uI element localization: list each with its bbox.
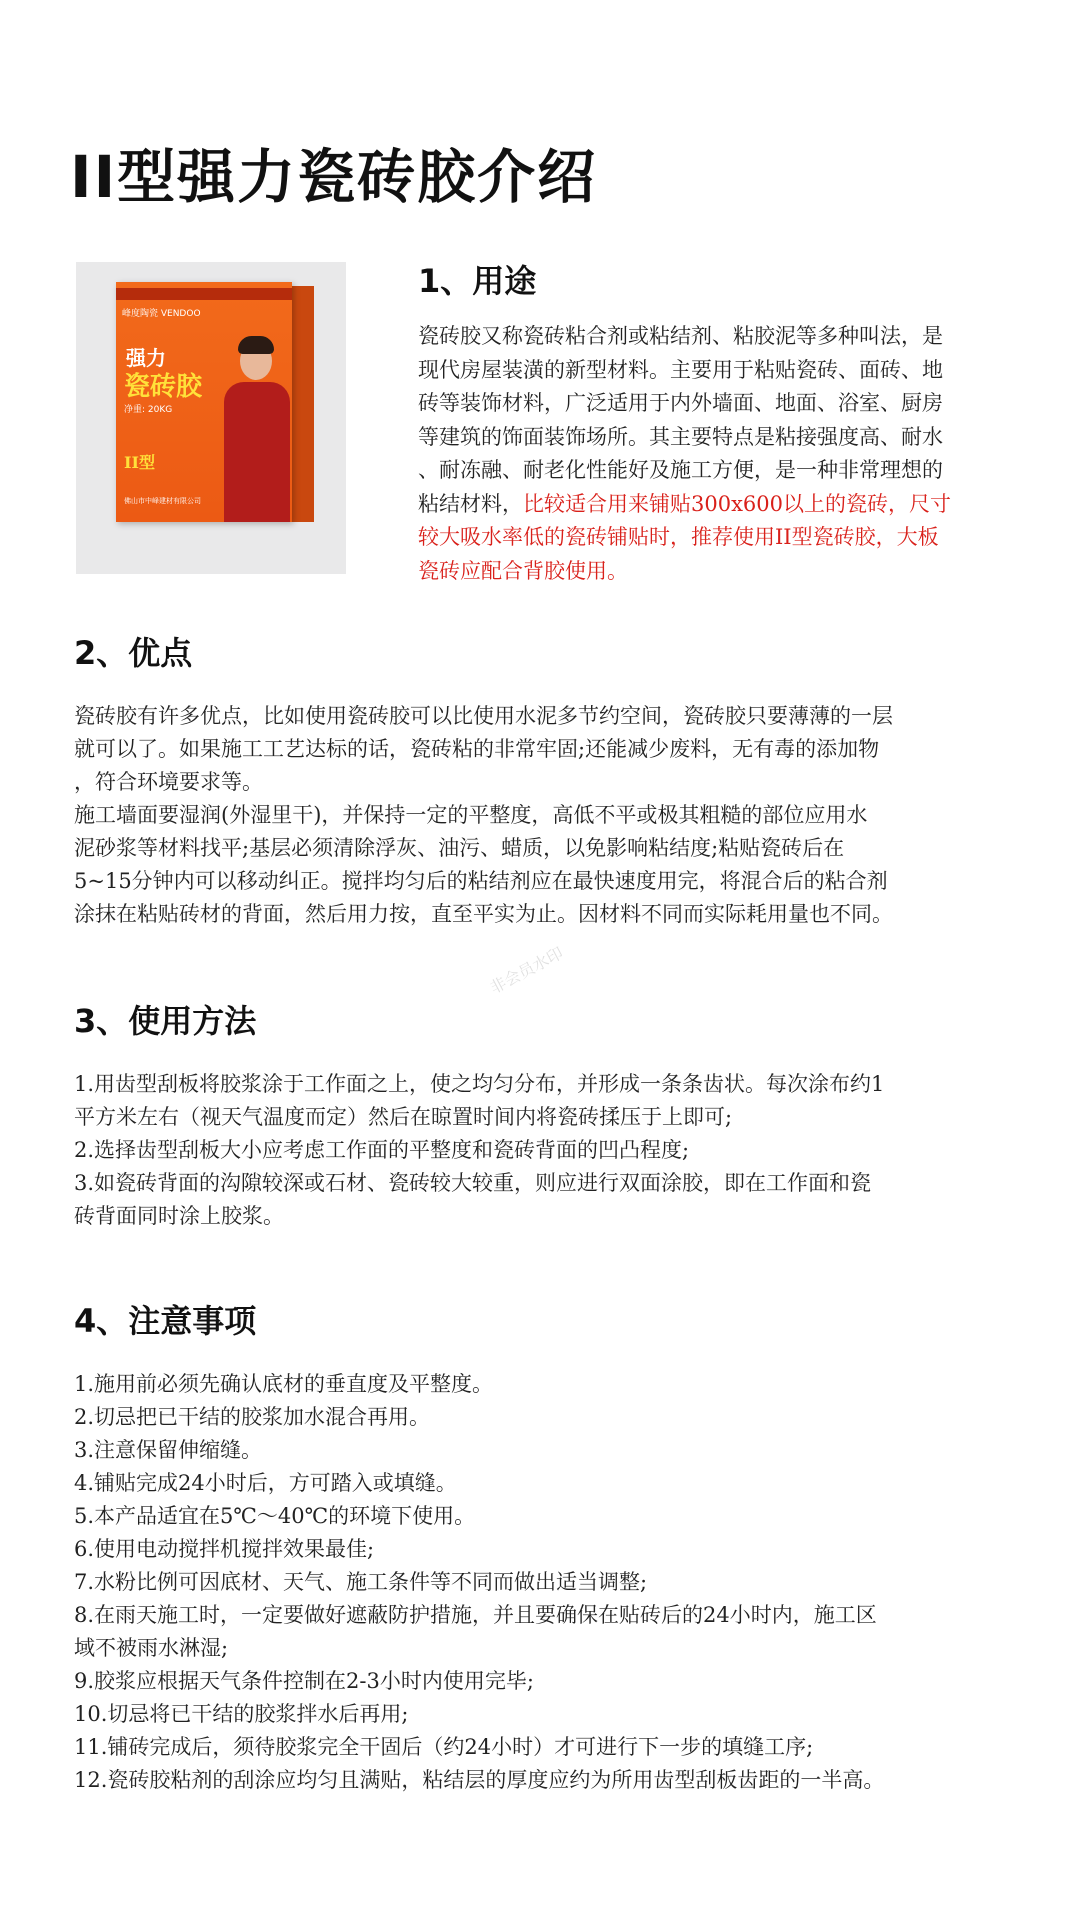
section-heading-precautions: 4、注意事项 [74, 1302, 257, 1340]
text-line: 现代房屋装潢的新型材料。主要用于粘贴瓷砖、面砖、地 [418, 357, 943, 382]
box-name-line1: 强力 [126, 346, 166, 370]
highlight-text: 比较适合用来铺贴300x600以上的瓷砖，尺寸 [523, 491, 952, 516]
text-line: 瓷砖胶有许多优点，比如使用瓷砖胶可以比使用水泥多节约空间，瓷砖胶只要薄薄的一层 [74, 704, 893, 728]
text-line: 等建筑的饰面装饰场所。其主要特点是粘接强度高、耐水 [418, 424, 943, 449]
page-title: II型强力瓷砖胶介绍 [70, 143, 598, 211]
list-item: 7.水粉比例可因底材、天气、施工条件等不同而做出适当调整; [74, 1570, 648, 1594]
section-heading-usage: 1、用途 [418, 262, 537, 300]
text-line: 泥砂浆等材料找平;基层必须清除浮灰、油污、蜡质，以免影响粘结度;粘贴瓷砖后在 [74, 836, 845, 860]
box-weight: 净重: 20KG [124, 405, 173, 415]
text-line: 砖背面同时涂上胶浆。 [74, 1204, 284, 1228]
list-item: 域不被雨水淋湿; [74, 1636, 229, 1660]
section-heading-usage-method: 3、使用方法 [74, 1002, 257, 1040]
box-type: II型 [124, 453, 155, 472]
text-line: 涂抹在粘贴砖材的背面，然后用力按，直至平实为止。因材料不同而实际耗用量也不同。 [74, 902, 893, 926]
text-span: 粘结材料， [418, 491, 523, 516]
section-usage-method-body [74, 1068, 1054, 1233]
box-name-line2: 瓷砖胶 [124, 372, 203, 402]
box-footer: 佛山市中峰建材有限公司 [124, 497, 201, 505]
list-item: 1.施用前必须先确认底材的垂直度及平整度。 [74, 1372, 494, 1396]
text-line: ，符合环境要求等。 [74, 770, 263, 794]
list-item: 8.在雨天施工时，一定要做好遮蔽防护措施，并且要确保在贴砖后的24小时内，施工区 [74, 1603, 877, 1627]
box-brand: 峰度陶瓷 VENDOO [122, 309, 201, 319]
text-line: 1.用齿型刮板将胶浆涂于工作面之上，使之均匀分布，并形成一条条齿状。每次涂布约1 [74, 1072, 885, 1096]
highlight-line: 较大吸水率低的瓷砖铺贴时，推荐使用II型瓷砖胶，大板 [418, 525, 939, 549]
text-line: 瓷砖胶又称瓷砖粘合剂或粘结剂、粘胶泥等多种叫法，是 [418, 324, 943, 348]
text-line: 施工墙面要湿润(外湿里干)，并保持一定的平整度，高低不平或极其粗糙的部位应用水 [74, 803, 868, 827]
text-line: 、耐冻融、耐老化性能好及施工方便，是一种非常理想的 [418, 458, 943, 482]
list-item: 9.胶浆应根据天气条件控制在2-3小时内使用完毕; [74, 1669, 534, 1693]
list-item: 3.注意保留伸缩缝。 [74, 1438, 263, 1462]
list-item: 5.本产品适宜在5℃～40℃的环境下使用。 [74, 1504, 476, 1528]
list-item: 6.使用电动搅拌机搅拌效果最佳; [74, 1537, 375, 1561]
product-box [116, 282, 292, 522]
text-line: 砖等装饰材料，广泛适用于内外墙面、地面、浴室、厨房 [418, 391, 943, 415]
list-item: 4.铺贴完成24小时后，方可踏入或填缝。 [74, 1471, 457, 1495]
list-item: 2.切忌把已干结的胶浆加水混合再用。 [74, 1405, 431, 1429]
section-advantages-body [74, 700, 1054, 931]
text-line [418, 488, 1038, 522]
highlight-line: 瓷砖应配合背胶使用。 [418, 558, 628, 583]
spokesperson-figure [220, 332, 292, 522]
section-heading-advantages: 2、优点 [74, 634, 193, 672]
text-line: 平方米左右（视天气温度而定）然后在晾置时间内将瓷砖揉压于上即可; [74, 1105, 733, 1129]
section-usage-body [418, 320, 1038, 588]
list-item: 11.铺砖完成后，须待胶浆完全干固后（约24小时）才可进行下一步的填缝工序; [74, 1735, 814, 1759]
list-item: 10.切忌将已干结的胶浆拌水后再用; [74, 1702, 409, 1726]
watermark-text: 非会员水印 [486, 943, 567, 998]
text-line: 3.如瓷砖背面的沟隙较深或石材、瓷砖较大较重，则应进行双面涂胶，即在工作面和瓷 [74, 1171, 872, 1195]
list-item: 12.瓷砖胶粘剂的刮涂应均匀且满贴，粘结层的厚度应约为所用齿型刮板齿距的一半高。 [74, 1768, 885, 1792]
text-line: 就可以了。如果施工工艺达标的话，瓷砖粘的非常牢固;还能减少废料，无有毒的添加物 [74, 737, 880, 761]
box-side [292, 286, 314, 522]
product-image [76, 262, 346, 574]
box-top-strip [116, 288, 292, 300]
text-line: 5~15分钟内可以移动纠正。搅拌均匀后的粘结剂应在最快速度用完，将混合后的粘合剂 [74, 869, 888, 893]
section-precautions-body [74, 1368, 1054, 1797]
text-line: 2.选择齿型刮板大小应考虑工作面的平整度和瓷砖背面的凹凸程度; [74, 1138, 690, 1162]
